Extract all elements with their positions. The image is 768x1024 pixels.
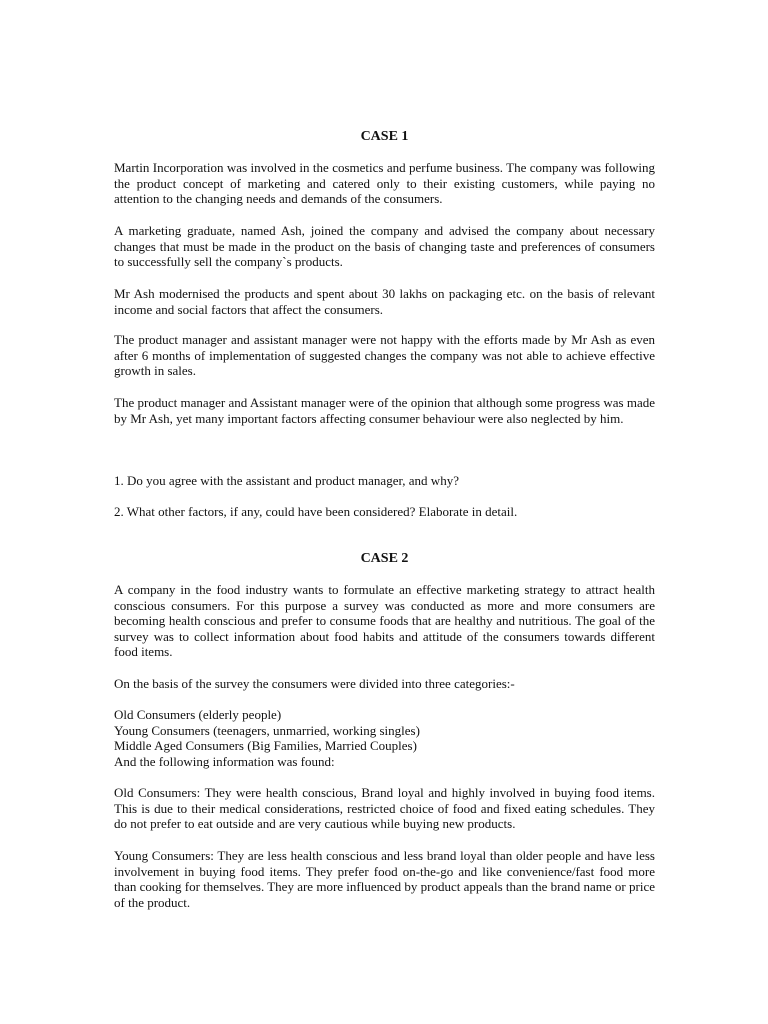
case1-paragraph-1: Martin Incorporation was involved in the cosmetics and perfume business. The company was following the product concept of marketing and catered only to their existing customers, while paying no attention to the changing needs and demands of the consumers. [114, 160, 655, 207]
categories-followup: And the following information was found: [114, 754, 335, 769]
case1-paragraph-3: Mr Ash modernised the products and spent about 30 lakhs on packaging etc. on the basis of relevant income and social factors that affect the consumers. [114, 286, 655, 317]
case1-paragraph-2: A marketing graduate, named Ash, joined the company and advised the company about necessary changes that must be made in the product on the basis of changing taste and preferences of consumers to successfully sell the company`s products. [114, 223, 655, 270]
case1-paragraph-5: The product manager and Assistant manager were of the opinion that although some progress was made by Mr Ash, yet many important factors affecting consumer behaviour were also neglected by him. [114, 395, 655, 426]
case2-intro: A company in the food industry wants to formulate an effective marketing strategy to attract health conscious consumers. For this purpose a survey was conducted as more and more consumers are becoming health conscious and prefer to consume foods that are healthy and nutritious. The goal of the survey was to collect information about food habits and attitude of the consumers towards different food items. [114, 582, 655, 660]
case1-question-1: 1. Do you agree with the assistant and product manager, and why? [114, 473, 459, 488]
case1-question-2: 2. What other factors, if any, could have been considered? Elaborate in detail. [114, 504, 518, 519]
category-old-consumers: Old Consumers (elderly people) [114, 707, 282, 722]
young-consumers-paragraph: Young Consumers: They are less health conscious and less brand loyal than older people and have less involvement in buying food items. They prefer food on-the-go and like convenience/fast food more than cooking for themselves. They are more influenced by product appeals than the brand name or price of the product. [114, 848, 655, 910]
case2-title: CASE 2 [360, 551, 409, 566]
old-consumers-paragraph: Old Consumers: They were health conscious, Brand loyal and highly involved in buying food items. This is due to their medical considerations, restricted choice of food and fixed eating schedules. They do not prefer to eat outside and are very cautious while buying new products. [114, 785, 655, 832]
case1-paragraph-4: The product manager and assistant manager were not happy with the efforts made by Mr Ash as even after 6 months of implementation of suggested changes the company was not able to achieve effective growth in sales. [114, 332, 655, 379]
category-young-consumers: Young Consumers (teenagers, unmarried, working singles) [114, 723, 420, 738]
case1-title: CASE 1 [360, 129, 409, 144]
case2-categories-intro: On the basis of the survey the consumers were divided into three categories:- [114, 676, 515, 691]
category-middle-aged-consumers: Middle Aged Consumers (Big Families, Married Couples) [114, 738, 417, 753]
